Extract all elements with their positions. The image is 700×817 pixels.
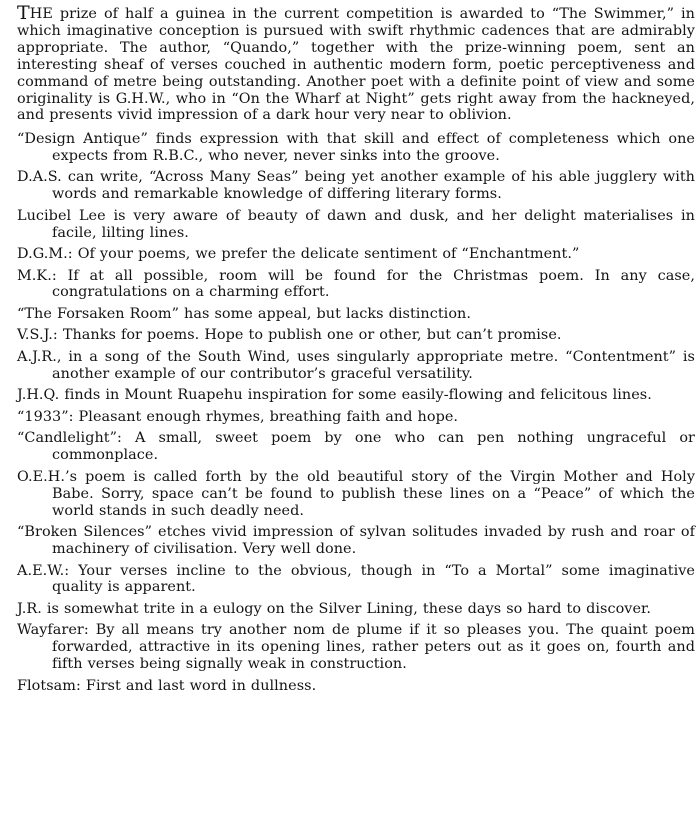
reply-wayfarer: Wayfarer: By all means try another nom de plume if it so pleases you. The quaint poem forwarded, attractive in its opening lines, rather peters out as it goes on, fourth and fifth verses being signally weak in construction. [17, 622, 695, 673]
reply-flotsam: Flotsam: First and last word in dullness. [17, 677, 317, 694]
reply-dgm: D.G.M.: Of your poems, we prefer the delicate sentiment of “Enchantment.” [17, 246, 580, 263]
critique-jhq: J.H.Q. finds in Mount Ruapehu inspiration for some easily-flowing and felicitous lines. [17, 387, 652, 404]
prize-announcement-paragraph [17, 2, 695, 124]
critique-das: D.A.S. can write, “Across Many Seas” being yet another example of his able jugglery with words and remarkable knowledge of differing literary forms. [17, 169, 695, 203]
critique-broken-silences: “Broken Silences” etches vivid impression of sylvan solitudes invaded by rush and roar of machinery of civilisation. Very well done. [17, 524, 695, 557]
critique-ajr: A.J.R., in a song of the South Wind, uses singularly appropriate metre. “Contentment” is another example of our contributor’s graceful versatility. [17, 348, 695, 382]
reply-mk: M.K.: If at all possible, room will be found for the Christmas poem. In any case, congratulations on a charming effort. [17, 267, 695, 301]
critique-1933: “1933”: Pleasant enough rhymes, breathing faith and hope. [17, 408, 459, 425]
critique-forsaken-room: “The Forsaken Room” has some appeal, but lacks distinction. [17, 305, 471, 322]
paragraph-text: HE prize of half a guinea in the current competition is awarded to “The Swimmer,” in which imaginative conception is pursued with swift rhythmic cadences that are admirably appropriate. The author, “Quando,” together with the prize-winning poem, sent an interesting sheaf of verses couched in authentic modern form, poetic perceptiveness and command of metre being outstanding. Another poet with a definite point of view and some originality is G.H.W., who in “On the Wharf at Night” gets right away from the hackneyed, and presents vivid impression of a dark hour very near to oblivion. [17, 6, 695, 124]
literary-competition-column [17, 2, 695, 695]
critique-jr: J.R. is somewhat trite in a eulogy on the Silver Lining, these days so hard to discover. [17, 600, 652, 617]
reply-aew: A.E.W.: Your verses incline to the obvious, though in “To a Mortal” some imaginative quality is apparent. [17, 562, 695, 596]
critique-oeh: O.E.H.’s poem is called forth by the old beautiful story of the Virgin Mother and Holy Babe. Sorry, space can’t be found to publish these lines on a “Peace” of which the world stands in such deadly need. [17, 468, 695, 519]
critique-design-antique: “Design Antique” finds expression with that skill and effect of completeness which one expects from R.B.C., who never, never sinks into the groove. [17, 130, 695, 164]
critique-lucibel-lee: Lucibel Lee is very aware of beauty of dawn and dusk, and her delight materialises in facile, lilting lines. [17, 207, 695, 241]
initial-letter: T [17, 2, 30, 24]
critique-candlelight: “Candlelight”: A small, sweet poem by one who can pen nothing ungraceful or commonplace. [17, 430, 695, 464]
reply-vsj: V.S.J.: Thanks for poems. Hope to publish one or other, but can’t promise. [17, 327, 562, 344]
